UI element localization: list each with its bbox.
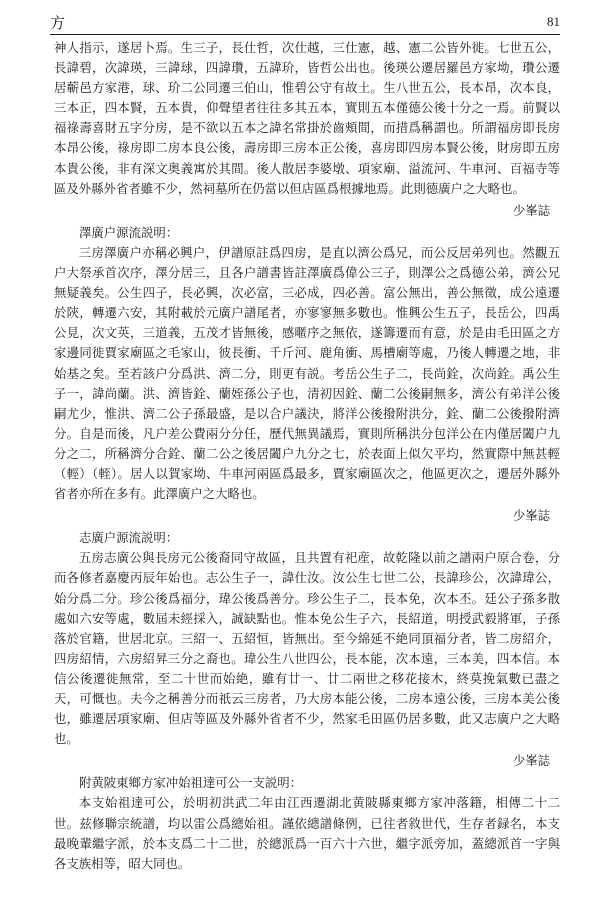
signature-3: 少峯誌: [512, 753, 550, 769]
page-number: 81: [547, 14, 560, 29]
paragraph-huangpi: 本支始祖達可公，於明初洪武二年由江西遷湖北黄陂縣東鄉方家冲落籍，相傳二十二世。兹修聯宗統譜，均以雷公爲總始祖。謹依總譜條例，已往者敘世代，生存者録名，本支最晚輩繼字派，於本支爲二十二世，於總派爲一百六十六世，繼字派旁加，蓋總派首一字與各支族相等，昭大同也。: [54, 795, 560, 871]
signature-2: 少峯誌: [512, 508, 550, 524]
section-title-zhi-guang: 志廣户源流説明：: [79, 530, 179, 546]
paragraph-de-guang-end: 神人指示，遂居卜焉。生三子，長仕哲，次仕越，三仕憲，越、憲二公皆外徙。七世五公，長諱碧，次諱瑛，三諱球，四諱瓚，五諱玠，皆哲公出也。後瑛公遷居羅邑方家坳，瓚公遷居蘄邑方家港，球、玠二公同遷三伯山，惟碧公守有故土。生八世五公，長本昂，次本良，三本正，四本賢，五本貴，仰聲望者往往多其五本，實則五本僅德公後十分之一焉。前賢以福祿壽喜財五字分房，是不欲以五本之諱名常掛於齒頰間，而措爲稱謂也。所謂福房即長房本昂公後，祿房即二房本良公後，壽房即三房本正公後，喜房即四房本賢公後，財房即五房本貴公後，非有深文奥義寓於其間。後人散居李婆墩、項家廟、溢流河、牛車河、百福寺等區及外縣外省者雖不少，然祠墓所在仍當以但店區爲根據地焉。此則德廣户之大略也。: [54, 40, 560, 196]
page-header: [50, 12, 560, 35]
section-title-ze-guang: 澤廣户源流説明：: [79, 224, 179, 240]
running-head: 方: [50, 14, 66, 32]
paragraph-zhi-guang: 五房志廣公與長房元公後裔同守故區，且共置有祀産，故乾隆以前之譜兩户原合卷，分而各修者嘉慶丙辰年始也。志公生子一，諱仕汝。汝公生七世二公，長諱珍公，次諱瑋公，始分爲二分。珍公後爲福分，瑋公後爲善分。珍公生子二，長本免，次本丕。廷公子孫多散處如六安等處，數屆未經採入，誠缺點也。惟本免公生子六，長紹道，明授武毅將軍，子孫落於官籍，世居北京。三紹一、五紹恒，皆無出。至今綿延不絶同頂福分者，皆二房紹介，四房紹情，六房紹昇三分之裔也。瑋公生八世四公，長本能，次本遠，三本美，四本信。本信公後遷徙無常，至二十世而始絶，雖有廿一、廿二兩世之移花接木，終莫挽氣數已盡之天，可慨也。夫今之稱善分而祇云三房者，乃大房本能公後，二房本遠公後，三房本美公後也，雖遷居項家廟、但店等區及外縣外省者不少，然家毛田區仍居多數，此又志廣户之大略也。: [54, 550, 560, 747]
signature-1: 少峯誌: [512, 202, 550, 218]
section-title-huangpi: 附黄陂東鄉方家冲始祖達可公一支説明：: [79, 775, 303, 791]
page-content: [54, 38, 560, 874]
paragraph-ze-guang: 三房澤廣户亦稱必興户，伊譜原註爲四房，是直以濟公爲兄，而公反居弟列也。然觀五户大祭承首次序，澤分居三，且各户譜書皆註澤廣爲偉公三子，則澤公之爲德公弟，濟公兄無疑義矣。公生四子，長必興，次必富，三必成，四必善。富公無出，善公無徵，成公遠遷於陝，轉遷六安，其附載於元廣户譜尾者，亦寥寥無多數也。惟興公生五子，長岳公，四禹公見，次文英，三道義，五茂才皆無後，感暱序之無依，遂籌遷而有意，於是由毛田區之方家邊同徙賈家廟區之毛家山，彼長衝、千斤河、鹿角衝、馬槽廟等處，乃後人轉遷之地，非始基之矣。至若該户分爲洪、濟二分，則更有説。考岳公生子二，長尚銓，次尚銓。禹公生子一，諱尚蘭。洪、濟皆銓、蘭姪孫公子也，清初因銓、蘭二公後嗣無多，濟公有弟洋公後嗣尤少，惟洪、濟二公子孫最盛，是以合户議決，將洋公後撥附洪分，銓、蘭二公後撥附濟分。自是而後，凡户差公費兩分分任，歷代無異議焉，實則所稱洪分包洋公在内僅居闔户九分之二，所稱濟分合銓、蘭二公之後居闔户九分之七，於表面上似欠平均，然實際中無甚輕（輕）（輊）。居人以賀家坳、牛車河兩區爲最多，賈家廟區次之，他區更次之，遷居外縣外省者亦所在多有。此澤廣户之大略也。: [54, 244, 560, 502]
